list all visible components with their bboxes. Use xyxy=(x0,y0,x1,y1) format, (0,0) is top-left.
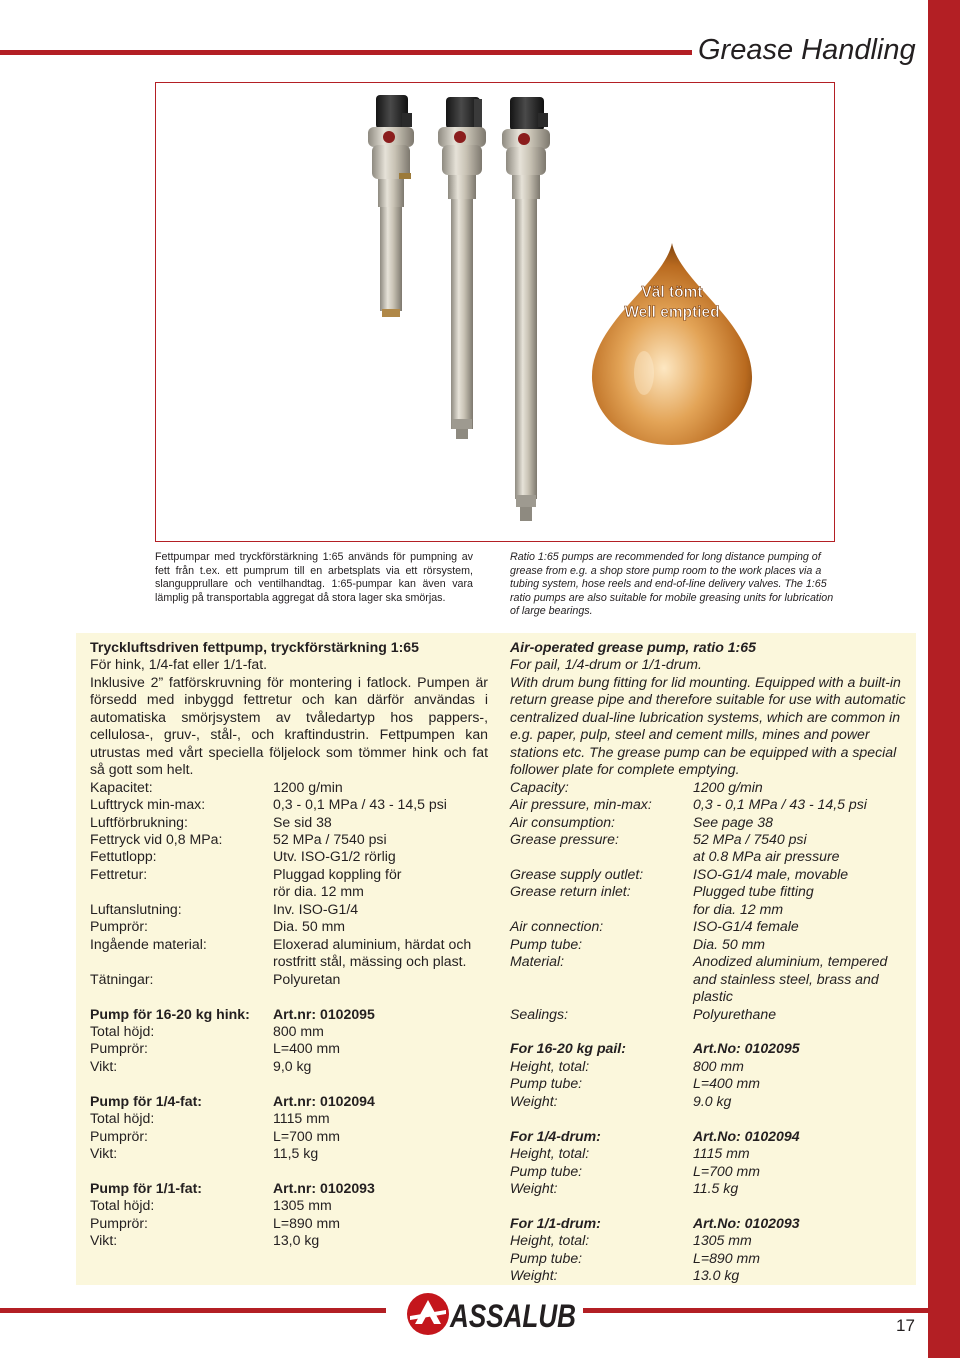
logo-wordmark: ASSALUB xyxy=(449,1298,576,1334)
spec-value: Anodized aluminium, tempered xyxy=(693,953,888,970)
model-label: Vikt: xyxy=(90,1057,118,1074)
paragraph-en: With drum bung fitting for lid mounting. Equipped with a built-in return grease pipe and therefore suitable for use with automatic centralized dual-line lubrication systems, which are common in e.g. paper, pulp, steel and cement mills, mines and power stations etc. The grease pump can be equipped with a special follower plate for complete emptying. xyxy=(510,673,906,778)
spec-row xyxy=(90,918,488,935)
spacer xyxy=(90,988,488,1005)
model-label: Vikt: xyxy=(90,1232,118,1249)
heading-sv: Tryckluftsdriven fettpump, tryckförstärkning 1:65 xyxy=(90,639,419,655)
model-row xyxy=(510,1145,918,1162)
product-photo xyxy=(155,82,835,542)
model-row xyxy=(90,1023,488,1040)
spec-row xyxy=(510,779,918,796)
model-value: L=700 mm xyxy=(273,1127,340,1144)
spec-value: and stainless steel, brass and xyxy=(693,970,879,987)
spec-value: Dia. 50 mm xyxy=(693,935,766,952)
spec-label: Capacity: xyxy=(510,778,569,795)
model-row xyxy=(510,1093,918,1110)
spec-label xyxy=(510,988,693,1005)
model-artnr: Art.nr: 0102095 xyxy=(273,1005,375,1022)
model-row xyxy=(510,1232,918,1249)
model-title: For 1/4-drum: xyxy=(510,1127,601,1144)
model-title: For 1/1-drum: xyxy=(510,1214,601,1231)
spec-label: Lufttryck min-max: xyxy=(90,796,206,813)
model-title: For 16-20 kg pail: xyxy=(510,1040,626,1057)
model-title-row xyxy=(90,1180,488,1197)
model-value: 1115 mm xyxy=(693,1145,750,1162)
spec-row xyxy=(510,988,918,1005)
spec-value: 1200 g/min xyxy=(693,778,763,795)
model-row xyxy=(90,1058,488,1075)
model-value: L=700 mm xyxy=(693,1162,760,1179)
spec-label: Material: xyxy=(510,953,565,970)
pump-long xyxy=(502,97,550,521)
spec-row xyxy=(510,1006,918,1023)
spec-value: 0,3 - 0,1 MPa / 43 - 14,5 psi xyxy=(273,796,447,813)
footer-rule-right xyxy=(583,1308,928,1313)
spec-row xyxy=(90,883,488,900)
spec-value: Dia. 50 mm xyxy=(273,918,346,935)
model-title-row xyxy=(90,1093,488,1110)
model-title-row xyxy=(510,1128,918,1145)
swedish-specs xyxy=(90,639,488,1250)
spec-value: Eloxerad aluminium, härdat och xyxy=(273,935,472,952)
spec-label: Pump tube: xyxy=(510,935,583,952)
model-row xyxy=(90,1215,488,1232)
spec-label: Grease supply outlet: xyxy=(510,865,644,882)
spec-label: Fettryck vid 0,8 MPa: xyxy=(90,830,223,847)
paragraph-sv: Inklusive 2” fatförskruvning för montering i fatlock. Pumpen är försedd med inbyggd fettretur och kan därför användas i automatiska smörjsystem av tvåledartyp hos pappers-, cellulosa-, gruv-, stål-, och kraftindustrin. Fettpumpen kan utrustas med vårt speciella följelock som tömmer hink och fat så gott som helt. xyxy=(90,673,488,778)
model-label: Weight: xyxy=(510,1267,558,1284)
spec-label: Luftanslutning: xyxy=(90,900,182,917)
model-title-row xyxy=(90,1006,488,1023)
model-value: L=400 mm xyxy=(273,1040,340,1057)
spec-row xyxy=(510,866,918,883)
assalub-logo xyxy=(406,1290,578,1338)
spec-value: Pluggad koppling för xyxy=(273,865,402,882)
spec-value: for dia. 12 mm xyxy=(693,900,784,917)
model-title: Pump för 1/4-fat: xyxy=(90,1092,202,1109)
model-label: Height, total: xyxy=(510,1145,590,1162)
grease-drop xyxy=(592,243,752,445)
spec-row xyxy=(90,796,488,813)
model-artnr: Art.No: 0102094 xyxy=(693,1127,800,1144)
model-row xyxy=(90,1232,488,1249)
model-label: Pump tube: xyxy=(510,1162,583,1179)
model-value: 1305 mm xyxy=(273,1197,332,1214)
heading-en: Air-operated grease pump, ratio 1:65 xyxy=(510,639,756,655)
model-value: 9.0 kg xyxy=(693,1092,732,1109)
model-row xyxy=(510,1250,918,1267)
page-title: Grease Handling xyxy=(698,34,916,66)
model-value: L=890 mm xyxy=(693,1249,760,1266)
spec-label: Fettutlopp: xyxy=(90,848,157,865)
model-value: 1305 mm xyxy=(693,1232,752,1249)
spec-value: Plugged tube fitting xyxy=(693,883,814,900)
intro-swedish: Fettpumpar med tryckförstärkning 1:65 används för pumpning av fett från t.ex. ett pumprum till en arbetsplats via ett rörsystem, slangupprullare och ventilhandtag. 1:65-pumpar kan även vara lämplig på transportabla aggregat då stora lager ska smörjas. xyxy=(155,551,473,604)
spec-label xyxy=(510,971,693,988)
spec-value: plastic xyxy=(693,988,733,1005)
spec-value: Polyuretan xyxy=(273,970,341,987)
model-value: 11.5 kg xyxy=(693,1180,739,1197)
model-row xyxy=(90,1145,488,1162)
model-value: 9,0 kg xyxy=(273,1057,312,1074)
model-artnr: Art.No: 0102093 xyxy=(693,1214,800,1231)
spec-label xyxy=(510,901,693,918)
spec-label: Pumprör: xyxy=(90,918,148,935)
model-row xyxy=(510,1058,918,1075)
model-row xyxy=(90,1128,488,1145)
spec-label: Sealings: xyxy=(510,1005,568,1022)
spec-row xyxy=(90,779,488,796)
spec-label: Tätningar: xyxy=(90,970,154,987)
model-value: 11,5 kg xyxy=(273,1145,319,1162)
spec-value: 52 MPa / 7540 psi xyxy=(273,830,387,847)
spec-value: Se sid 38 xyxy=(273,813,332,830)
model-value: 800 mm xyxy=(693,1057,744,1074)
spec-value: See page 38 xyxy=(693,813,773,830)
model-label: Height, total: xyxy=(510,1232,590,1249)
spec-label: Grease return inlet: xyxy=(510,883,631,900)
spec-label: Grease pressure: xyxy=(510,830,619,847)
model-value: 13.0 kg xyxy=(693,1267,740,1284)
model-label: Total höjd: xyxy=(90,1197,155,1214)
model-row xyxy=(90,1110,488,1127)
spec-value: 0,3 - 0,1 MPa / 43 - 14,5 psi xyxy=(693,796,867,813)
spec-label: Air pressure, min-max: xyxy=(510,796,652,813)
spec-label: Luftförbrukning: xyxy=(90,813,188,830)
page-number: 17 xyxy=(896,1316,915,1335)
spec-row xyxy=(90,936,488,953)
model-row xyxy=(510,1180,918,1197)
spec-label xyxy=(510,848,693,865)
spec-row xyxy=(510,918,918,935)
spec-row xyxy=(90,866,488,883)
spec-value: Utv. ISO-G1/2 rörlig xyxy=(273,848,396,865)
model-value: 13,0 kg xyxy=(273,1232,320,1249)
spec-value: 1200 g/min xyxy=(273,778,343,795)
model-label: Pumprör: xyxy=(90,1214,148,1231)
subheading-sv: För hink, 1/4-fat eller 1/1-fat. xyxy=(90,656,268,673)
spec-value: 52 MPa / 7540 psi xyxy=(693,830,807,847)
subheading-en: For pail, 1/4-drum or 1/1-drum. xyxy=(510,656,702,673)
model-row xyxy=(510,1075,918,1092)
spec-label: Air connection: xyxy=(510,918,604,935)
spec-label: Air consumption: xyxy=(510,813,615,830)
spec-value: Inv. ISO-G1/4 xyxy=(273,900,359,917)
spec-label: Fettretur: xyxy=(90,865,148,882)
spacer xyxy=(510,1110,918,1127)
spec-row xyxy=(510,953,918,970)
spec-value: rostfritt stål, mässing och plast. xyxy=(273,953,467,970)
model-value: L=890 mm xyxy=(273,1214,340,1231)
spec-label: Kapacitet: xyxy=(90,778,153,795)
grease-pumps-illustration xyxy=(156,83,834,541)
pump-medium xyxy=(438,97,486,439)
model-label: Total höjd: xyxy=(90,1110,155,1127)
model-title: Pump för 16-20 kg hink: xyxy=(90,1005,250,1022)
model-row xyxy=(510,1163,918,1180)
spec-value: ISO-G1/4 male, movable xyxy=(693,865,849,882)
model-label: Weight: xyxy=(510,1180,558,1197)
intro-english: Ratio 1:65 pumps are recommended for long distance pumping of grease from e.g. a shop store pump room to the work places via a tubing system, hose reels and end-of-line delivery valves. The 1:65 ratio pumps are also suitable for mobile greasing units for lubrication of large bearings. xyxy=(510,551,834,618)
model-row xyxy=(90,1040,488,1057)
spec-row xyxy=(510,883,918,900)
model-label: Pumprör: xyxy=(90,1040,148,1057)
spec-value: at 0.8 MPa air pressure xyxy=(693,848,840,865)
model-label: Weight: xyxy=(510,1092,558,1109)
model-artnr: Art.No: 0102095 xyxy=(693,1040,800,1057)
spec-row xyxy=(510,971,918,988)
model-row xyxy=(90,1197,488,1214)
spacer xyxy=(90,1075,488,1092)
spec-value: Polyurethane xyxy=(693,1005,777,1022)
red-side-stripe xyxy=(928,0,960,1358)
spec-row xyxy=(90,953,488,970)
model-value: L=400 mm xyxy=(693,1075,760,1092)
spacer xyxy=(90,1163,488,1180)
footer-rule-left xyxy=(0,1308,386,1313)
model-label: Height, total: xyxy=(510,1057,590,1074)
spec-label xyxy=(90,883,273,900)
model-artnr: Art.nr: 0102094 xyxy=(273,1092,375,1109)
model-row xyxy=(510,1267,918,1284)
model-label: Total höjd: xyxy=(90,1022,155,1039)
spec-label: Ingående material: xyxy=(90,935,207,952)
spacer xyxy=(510,1023,918,1040)
spec-row xyxy=(510,796,918,813)
model-title-row xyxy=(510,1040,918,1057)
spec-value: ISO-G1/4 female xyxy=(693,918,799,935)
model-label: Pumprör: xyxy=(90,1127,148,1144)
spec-row xyxy=(90,831,488,848)
spec-row xyxy=(510,848,918,865)
model-title-row xyxy=(510,1215,918,1232)
model-label: Pump tube: xyxy=(510,1249,583,1266)
spec-row xyxy=(510,901,918,918)
spec-row xyxy=(510,814,918,831)
drop-text-en: Well emptied xyxy=(624,304,720,321)
model-title: Pump för 1/1-fat: xyxy=(90,1180,202,1196)
spec-row xyxy=(90,848,488,865)
drop-text-sv: Väl tömt xyxy=(641,284,703,301)
spec-row xyxy=(90,971,488,988)
spec-row xyxy=(90,901,488,918)
english-specs xyxy=(510,639,918,1285)
spec-value: rör dia. 12 mm xyxy=(273,883,364,900)
model-label: Pump tube: xyxy=(510,1075,583,1092)
header-rule xyxy=(0,50,692,55)
spec-row xyxy=(510,936,918,953)
spec-row xyxy=(510,831,918,848)
spec-row xyxy=(90,814,488,831)
model-artnr: Art.nr: 0102093 xyxy=(273,1180,375,1196)
model-value: 800 mm xyxy=(273,1022,324,1039)
pump-short xyxy=(368,95,414,317)
model-value: 1115 mm xyxy=(273,1110,330,1127)
spacer xyxy=(510,1197,918,1214)
model-label: Vikt: xyxy=(90,1145,118,1162)
spec-label xyxy=(90,953,273,970)
